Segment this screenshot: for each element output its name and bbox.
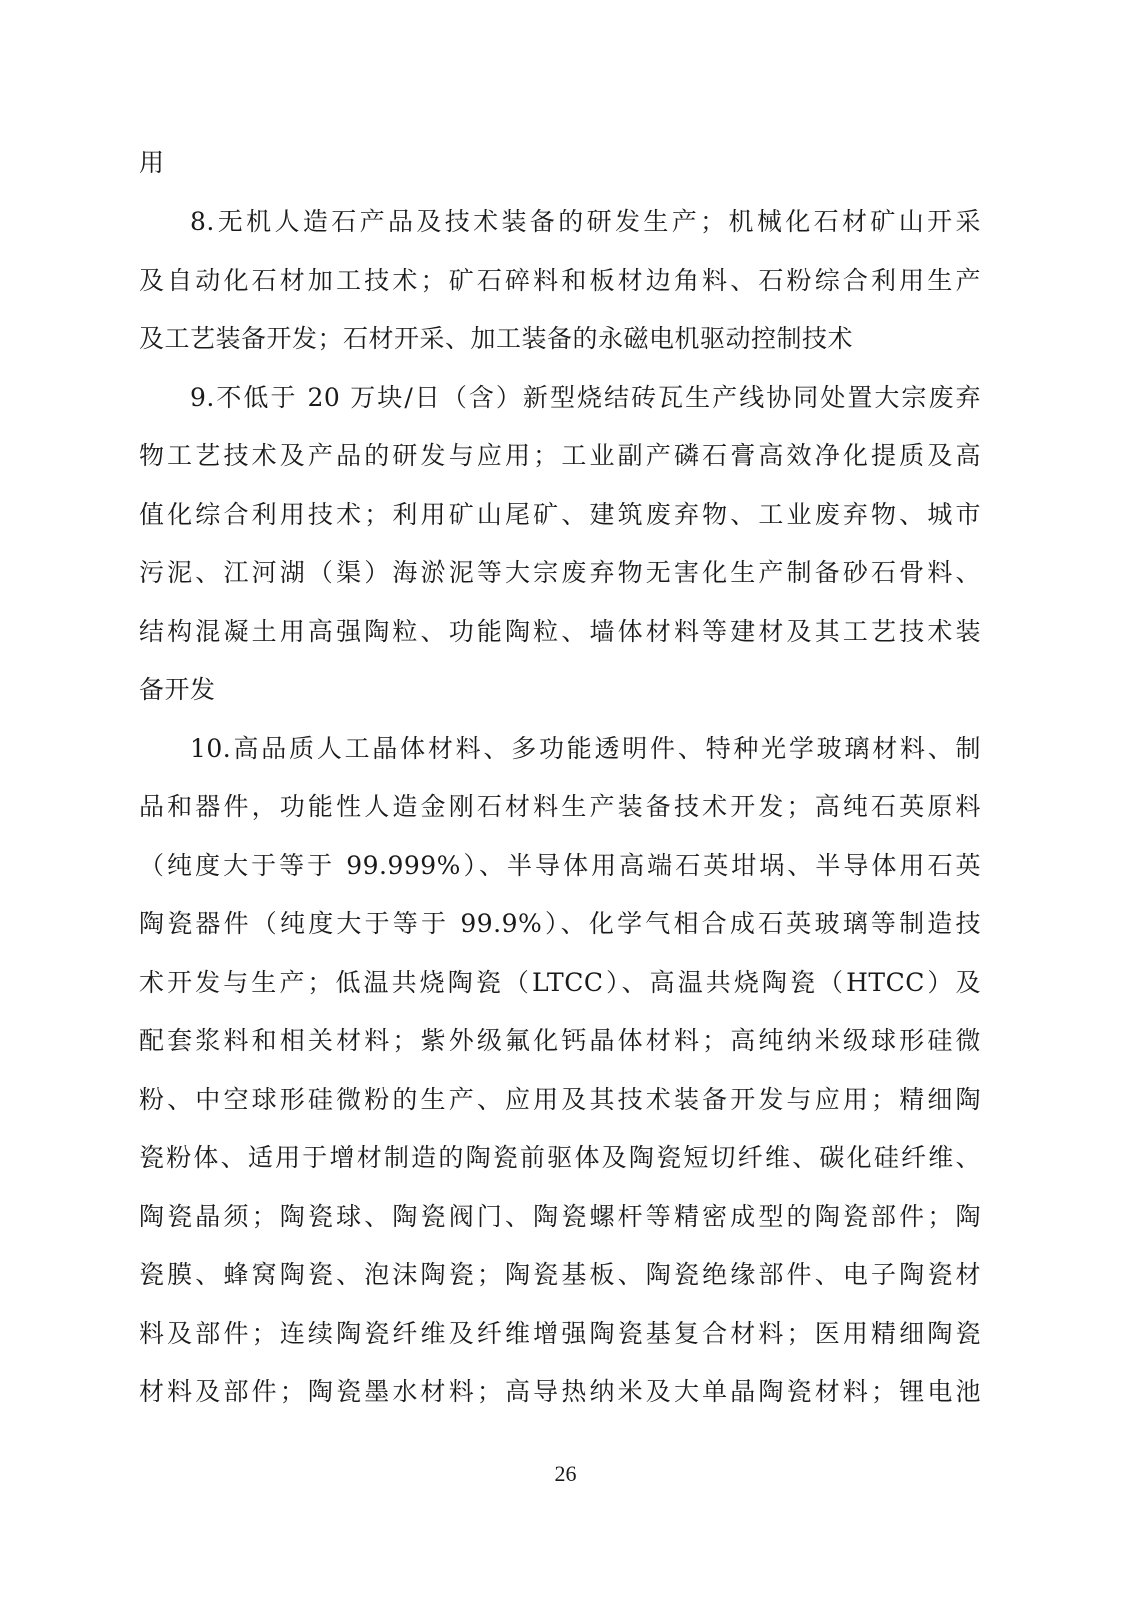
text-line: 用 xyxy=(139,148,165,177)
text-line: 污泥、江河湖（渠）海淤泥等大宗废弃物无害化生产制备砂石骨料、 xyxy=(139,558,981,587)
text-line: 备开发 xyxy=(139,675,216,704)
text-line: 结构混凝土用高强陶粒、功能陶粒、墙体材料等建材及其工艺技术装 xyxy=(139,617,981,646)
text-line: 物工艺技术及产品的研发与应用；工业副产磷石膏高效净化提质及高 xyxy=(139,441,981,470)
paragraph-9-start: 9.不低于 20 万块/日（含）新型烧结砖瓦生产线协同处置大宗废弃 xyxy=(190,383,981,412)
paragraph-10-start: 10.高品质人工晶体材料、多功能透明件、特种光学玻璃材料、制 xyxy=(190,734,981,763)
text-line: 值化综合利用技术；利用矿山尾矿、建筑废弃物、工业废弃物、城市 xyxy=(139,500,981,529)
page-number: 26 xyxy=(554,1461,577,1486)
text-line: 瓷膜、蜂窝陶瓷、泡沫陶瓷；陶瓷基板、陶瓷绝缘部件、电子陶瓷材 xyxy=(139,1260,981,1289)
text-line: 材料及部件；陶瓷墨水材料；高导热纳米及大单晶陶瓷材料；锂电池 xyxy=(139,1377,981,1406)
text-line: 配套浆料和相关材料；紫外级氟化钙晶体材料；高纯纳米级球形硅微 xyxy=(139,1026,981,1055)
text-line: 及自动化石材加工技术；矿石碎料和板材边角料、石粉综合利用生产 xyxy=(139,266,981,295)
text-line: 瓷粉体、适用于增材制造的陶瓷前驱体及陶瓷短切纤维、碳化硅纤维、 xyxy=(139,1143,981,1172)
text-line: 陶瓷晶须；陶瓷球、陶瓷阀门、陶瓷螺杆等精密成型的陶瓷部件；陶 xyxy=(139,1202,981,1231)
paragraph-8-start: 8.无机人造石产品及技术装备的研发生产；机械化石材矿山开采 xyxy=(190,207,981,236)
text-line: （纯度大于等于 99.999%）、半导体用高端石英坩埚、半导体用石英 xyxy=(139,851,981,880)
text-line: 陶瓷器件（纯度大于等于 99.9%）、化学气相合成石英玻璃等制造技 xyxy=(139,909,981,938)
text-line: 及工艺装备开发；石材开采、加工装备的永磁电机驱动控制技术 xyxy=(139,324,854,353)
text-line: 粉、中空球形硅微粉的生产、应用及其技术装备开发与应用；精细陶 xyxy=(139,1085,981,1114)
text-line: 术开发与生产；低温共烧陶瓷（LTCC）、高温共烧陶瓷（HTCC）及 xyxy=(139,968,981,997)
text-line: 料及部件；连续陶瓷纤维及纤维增强陶瓷基复合材料；医用精细陶瓷 xyxy=(139,1319,981,1348)
text-line: 品和器件，功能性人造金刚石材料生产装备技术开发；高纯石英原料 xyxy=(139,792,981,821)
